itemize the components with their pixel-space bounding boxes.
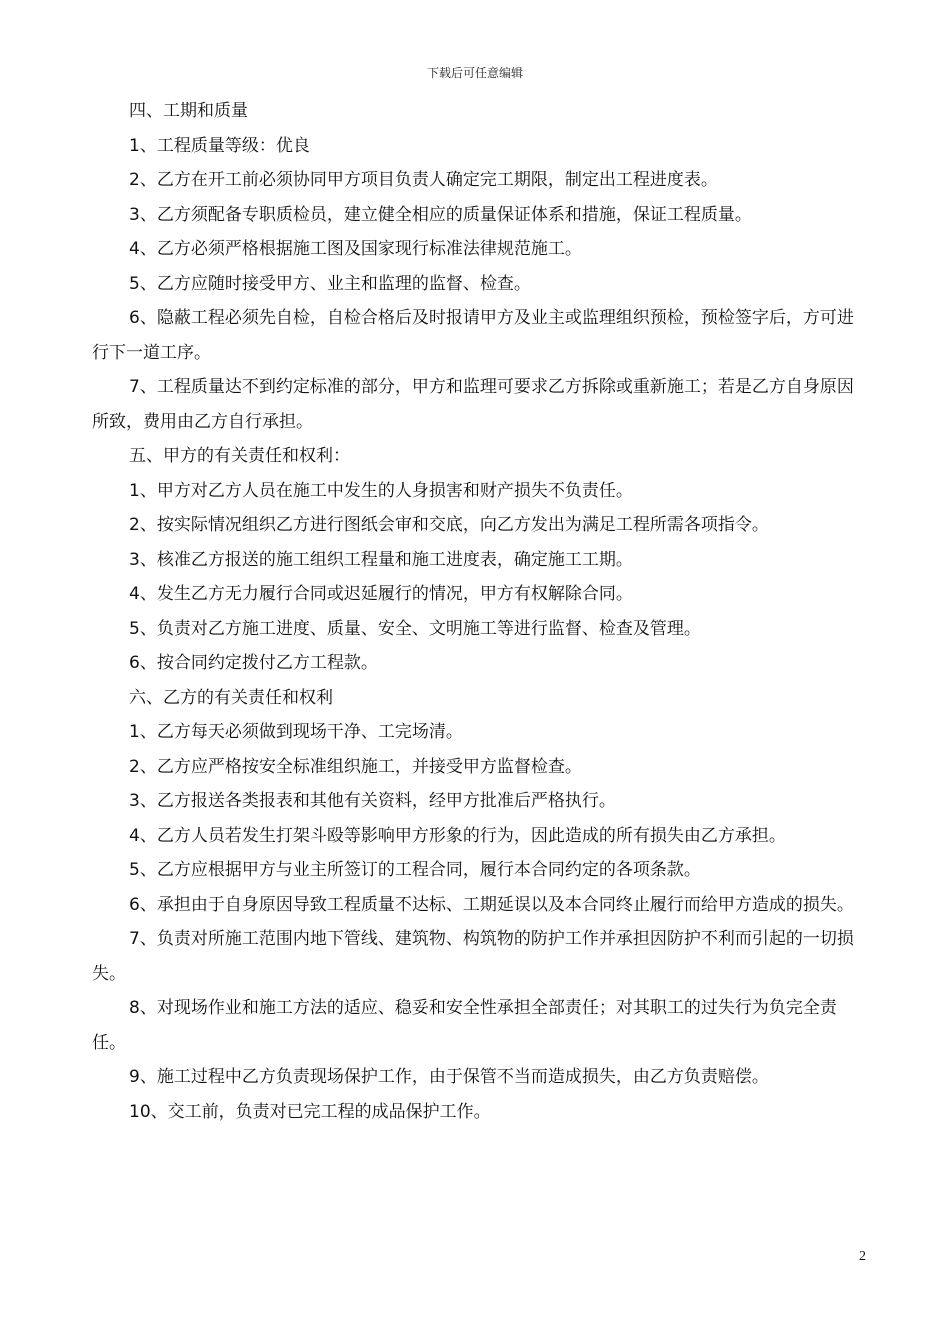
clause: 2、按实际情况组织乙方进行图纸会审和交底，向乙方发出为满足工程所需各项指令。 bbox=[129, 515, 769, 535]
clause: 8、对现场作业和施工方法的适应、稳妥和安全性承担全部责任；对其职工的过失行为负完全责任。 bbox=[92, 998, 837, 1053]
clause: 4、乙方人员若发生打架斗殴等影响甲方形象的行为，因此造成的所有损失由乙方承担。 bbox=[129, 825, 786, 846]
clause: 1、甲方对乙方人员在施工中发生的人身损害和财产损失不负责任。 bbox=[129, 480, 633, 501]
clause: 4、发生乙方无力履行合同或迟延履行的情况，甲方有权解除合同。 bbox=[129, 584, 633, 604]
page-number: 2 bbox=[859, 1249, 866, 1264]
clause: 6、按合同约定拨付乙方工程款。 bbox=[129, 653, 378, 673]
section-heading: 四、工期和质量 bbox=[129, 101, 248, 121]
clause: 5、乙方应根据甲方与业主所签订的工程合同，履行本合同约定的各项条款。 bbox=[129, 860, 701, 880]
clause: 2、乙方应严格按安全标准组织施工，并接受甲方监督检查。 bbox=[129, 756, 582, 777]
document-body bbox=[92, 94, 862, 1129]
clause: 5、负责对乙方施工进度、质量、安全、文明施工等进行监督、检查及管理。 bbox=[129, 618, 701, 639]
section-heading: 五、甲方的有关责任和权利： bbox=[129, 446, 350, 466]
clause: 1、乙方每天必须做到现场干净、工完场清。 bbox=[129, 722, 463, 742]
clause: 5、乙方应随时接受甲方、业主和监理的监督、检查。 bbox=[129, 273, 531, 294]
clause: 6、承担由于自身原因导致工程质量不达标、工期延误以及本合同终止履行而给甲方造成的损失。 bbox=[129, 894, 854, 915]
clause: 3、核准乙方报送的施工组织工程量和施工进度表，确定施工工期。 bbox=[129, 549, 633, 570]
clause: 9、施工过程中乙方负责现场保护工作，由于保管不当而造成损失，由乙方负责赔偿。 bbox=[129, 1067, 769, 1087]
clause: 2、乙方在开工前必须协同甲方项目负责人确定完工期限，制定出工程进度表。 bbox=[129, 170, 718, 190]
clause: 1、工程质量等级：优良 bbox=[129, 135, 310, 156]
clause: 3、乙方报送各类报表和其他有关资料，经甲方批准后严格执行。 bbox=[129, 791, 616, 811]
clause: 4、乙方必须严格根据施工图及国家现行标准法律规范施工。 bbox=[129, 239, 582, 259]
section-heading: 六、乙方的有关责任和权利 bbox=[129, 687, 333, 708]
page-header: 下载后可任意编辑 bbox=[426, 66, 523, 80]
clause: 7、工程质量达不到约定标准的部分，甲方和监理可要求乙方拆除或重新施工；若是乙方自身原因所致，费用由乙方自行承担。 bbox=[92, 377, 854, 432]
clause: 10、交工前，负责对已完工程的成品保护工作。 bbox=[129, 1101, 491, 1122]
clause: 3、乙方须配备专职质检员，建立健全相应的质量保证体系和措施，保证工程质量。 bbox=[129, 204, 752, 225]
clause: 7、负责对所施工范围内地下管线、建筑物、构筑物的防护工作并承担因防护不利而引起的一切损失。 bbox=[92, 929, 854, 984]
clause: 6、隐蔽工程必须先自检，自检合格后及时报请甲方及业主或监理组织预检，预检签字后，方可进行下一道工序。 bbox=[92, 308, 854, 363]
